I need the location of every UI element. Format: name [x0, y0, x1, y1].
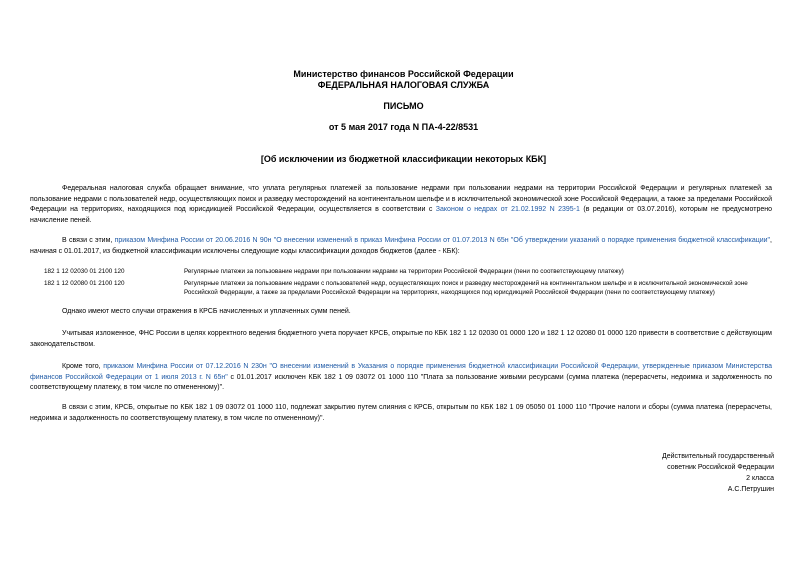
kbk-code: 182 1 12 02030 01 2100 120: [44, 268, 125, 275]
kbk-row: [44, 279, 782, 299]
signature-title-line-2: советник Российской Федерации: [667, 464, 774, 471]
paragraph-3: Однако имеют место случаи отражения в КРСБ начисленных и уплаченных сумм пеней.: [62, 308, 351, 315]
kbk-row: [44, 267, 782, 277]
paragraph-1: [30, 184, 772, 226]
kbk-description: Регулярные платежи за пользование недрами при пользовании недрами на территории Российской Федерации (пени по соответствующему платежу): [184, 268, 624, 275]
paragraph-1-text-a: Федеральная налоговая служба обращает внимание, что уплата регулярных платежей за пользование недрами при пользовании недрами на территории Российской Федерации и регулярных платежей за пользование недрами с пользователей недр, осуществляющих поиск и разведку месторождений на континентальном шельфе и в исключительной экономической зоне Российской Федерации, а также за пределами Российской Федерации на территориях, находящихся под юрисдикцией Российской Федерации, осуществляется в соответствии с: [30, 185, 772, 213]
paragraph-5-text-a: Кроме того,: [62, 363, 104, 370]
paragraph-1-text-b: (в редакции от 03.07.2016), которым не предусмотрено начисление пеней.: [30, 206, 772, 224]
document-type: ПИСЬМО: [383, 101, 424, 111]
paragraph-6: В связи с этим, КРСБ, открытые по КБК 182 1 09 03072 01 1000 110, подлежат закрытию путем слияния с КРСБ, открытым по КБК 182 1 09 05050 01 1000 110 "Прочие налоги и сборы (сумма платежа (перерасчеты, недоимка и задолженность по соответствующему платежу, в том числе по отмененному)".: [30, 404, 772, 422]
law-on-subsoil-link[interactable]: Законом о недрах от 21.02.1992 N 2395-1: [435, 206, 580, 213]
paragraph-2-text-b: , начиная с 01.01.2017, из бюджетной классификации исключены следующие коды классификации доходов бюджетов (далее - КБК):: [30, 237, 772, 255]
kbk-code: 182 1 12 02080 01 2100 120: [44, 280, 125, 287]
signatory-name: А.С.Петрушин: [727, 486, 774, 493]
paragraph-5: [30, 362, 772, 394]
kbk-description: Регулярные платежи за пользование недрами с пользователей недр, осуществляющих поиск и разведку месторождений на континентальном шельфе и в исключительной экономической зоне Российской Федерации, а также за пределами Российской Федерации на территориях, находящихся под юрисдикцией Российской Федерации (пени по соответствующему платежу): [184, 280, 748, 296]
document-subject: [Об исключении из бюджетной классификации некоторых КБК]: [260, 154, 547, 164]
minfin-order-90n-link[interactable]: приказом Минфина России от 20.06.2016 N 90н "О внесении изменений в приказ Минфина России от 01.07.2013 N 65н "Об утверждении указаний о порядке применения бюджетной классификации": [114, 237, 771, 244]
minfin-order-230n-link[interactable]: приказом Минфина России от 07.12.2016 N 230н "О внесении изменений в Указания о порядке применения бюджетной классификации Российской Федерации, утвержденные приказом Министерства финансов Российской Федерации от 1 июля 2013 г. N 65н": [30, 363, 773, 381]
signature-title-line-3: 2 класса: [746, 475, 774, 482]
ministry-name: Министерство финансов Российской Федерации: [293, 69, 514, 79]
paragraph-4: Учитывая изложенное, ФНС России в целях корректного ведения бюджетного учета поручает КРСБ, открытые по КБК 182 1 12 02030 01 0000 120 и 182 1 12 02080 01 0000 120 привести в соответствие с действующим законодательством.: [30, 330, 772, 348]
service-name: ФЕДЕРАЛЬНАЯ НАЛОГОВАЯ СЛУЖБА: [317, 80, 490, 90]
signature-title-line-1: Действительный государственный: [662, 453, 774, 460]
paragraph-2-text-a: В связи с этим,: [62, 237, 115, 244]
paragraph-2: [30, 236, 772, 257]
paragraph-5-text-b: с 01.01.2017 исключен КБК 182 1 09 03072 01 1000 110 "Плата за пользование живыми ресурсами (сумма платежа (перерасчеты, недоимка и задолженность по соответствующему платежу, в том числе по отмененному)".: [30, 373, 772, 391]
document-date-number: от 5 мая 2017 года N ПА-4-22/8531: [328, 122, 479, 132]
